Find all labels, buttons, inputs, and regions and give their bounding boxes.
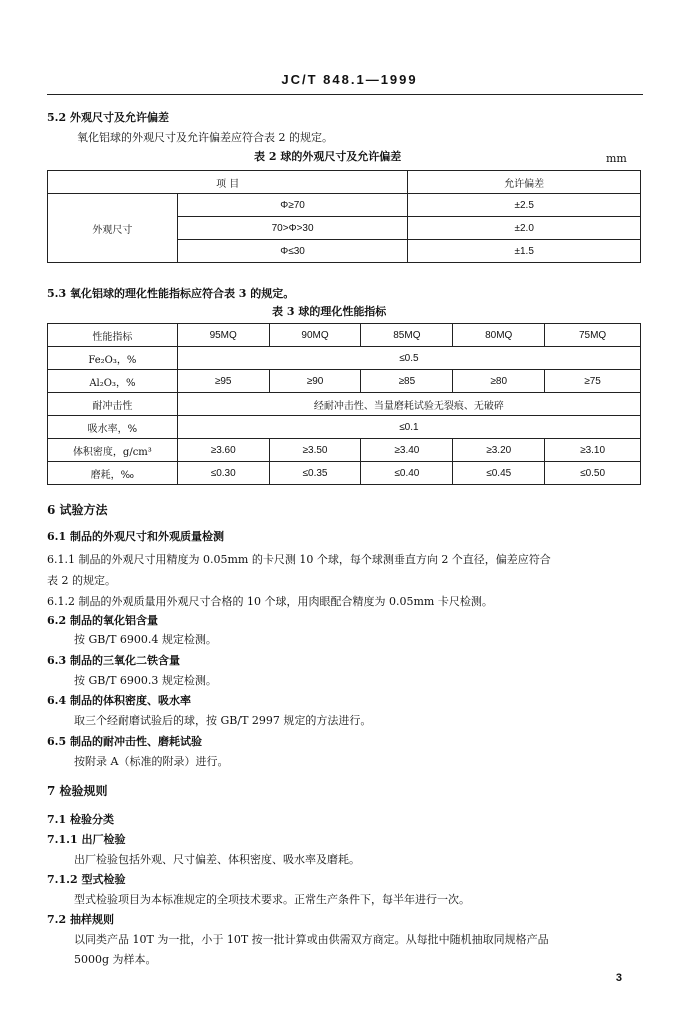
table-row-label: 体积密度，g/cm³ xyxy=(48,439,178,462)
table-header-cell: 75MQ xyxy=(545,324,641,347)
table-row xyxy=(48,324,641,347)
table-cell: ≥3.50 xyxy=(269,439,361,462)
table-cell: ≤0.45 xyxy=(453,462,545,485)
header-rule xyxy=(47,94,643,95)
table-header-cell: 项 目 xyxy=(48,171,408,194)
table-row xyxy=(48,439,641,462)
table-cell: Φ≥70 xyxy=(177,194,408,217)
table-cell: Φ≤30 xyxy=(177,240,408,263)
page-number: 3 xyxy=(615,972,622,984)
table-header-cell: 性能指标 xyxy=(48,324,178,347)
section-6-2-heading: 6.2 制品的氧化铝含量 xyxy=(47,614,158,627)
section-5-2-heading: 5.2 外观尺寸及允许偏差 xyxy=(47,111,169,124)
section-7-1-2-text: 型式检验项目为本标准规定的全项技术要求。正常生产条件下，每半年进行一次。 xyxy=(74,893,470,906)
table-row-label: Al₂O₃，% xyxy=(48,370,178,393)
table-header-cell: 80MQ xyxy=(453,324,545,347)
table-row xyxy=(48,416,641,439)
table-cell: ±2.0 xyxy=(408,217,641,240)
table-cell: ≥80 xyxy=(453,370,545,393)
table-header-cell: 85MQ xyxy=(361,324,453,347)
table-cell: ≥95 xyxy=(177,370,269,393)
section-6-1-heading: 6.1 制品的外观尺寸和外观质量检测 xyxy=(47,530,224,543)
section-7-1-heading: 7.1 检验分类 xyxy=(47,813,114,826)
section-5-3-heading: 5.3 氧化铝球的理化性能指标应符合表 3 的规定。 xyxy=(47,287,295,300)
table-row xyxy=(48,171,641,194)
table-3 xyxy=(47,323,641,485)
table-row-label: 耐冲击性 xyxy=(48,393,178,416)
section-6-2-text: 按 GB/T 6900.4 规定检测。 xyxy=(74,633,217,646)
table-row-label: Fe₂O₃，% xyxy=(48,347,178,370)
section-7-2-text-cont: 5000g 为样本。 xyxy=(74,953,157,966)
table-row xyxy=(48,393,641,416)
section-6-4-heading: 6.4 制品的体积密度、吸水率 xyxy=(47,694,191,707)
table-row-label: 外观尺寸 xyxy=(48,194,178,263)
table-row xyxy=(48,462,641,485)
section-6-3-heading: 6.3 制品的三氧化二铁含量 xyxy=(47,654,180,667)
table-cell: 70>Φ>30 xyxy=(177,217,408,240)
section-7-1-2-heading: 7.1.2 型式检验 xyxy=(47,873,126,886)
section-7-heading: 7 检验规则 xyxy=(47,784,108,798)
table-cell: ≤0.30 xyxy=(177,462,269,485)
table-cell: ≥90 xyxy=(269,370,361,393)
section-7-1-1-text: 出厂检验包括外观、尺寸偏差、体积密度、吸水率及磨耗。 xyxy=(74,853,360,866)
table-3-caption: 表 3 球的理化性能指标 xyxy=(272,305,387,318)
section-6-1-2-text: 6.1.2 制品的外观质量用外观尺寸合格的 10 个球，用肉眼配合精度为 0.05mm 卡尺检测。 xyxy=(47,595,493,608)
table-row xyxy=(48,194,641,217)
table-cell: ≤0.40 xyxy=(361,462,453,485)
table-cell: ±2.5 xyxy=(408,194,641,217)
table-2-caption: 表 2 球的外观尺寸及允许偏差 xyxy=(254,150,402,163)
section-7-1-1-heading: 7.1.1 出厂检验 xyxy=(47,833,126,846)
table-cell: ≥85 xyxy=(361,370,453,393)
table-cell: ≤0.1 xyxy=(177,416,640,439)
table-cell: ≥75 xyxy=(545,370,641,393)
table-header-cell: 90MQ xyxy=(269,324,361,347)
table-cell: ≤0.5 xyxy=(177,347,640,370)
table-header-cell: 允许偏差 xyxy=(408,171,641,194)
table-row xyxy=(48,347,641,370)
table-row xyxy=(48,370,641,393)
section-5-2-text: 氧化铝球的外观尺寸及允许偏差应符合表 2 的规定。 xyxy=(77,131,333,144)
table-cell: ≥3.60 xyxy=(177,439,269,462)
table-cell: ±1.5 xyxy=(408,240,641,263)
table-cell: ≤0.50 xyxy=(545,462,641,485)
table-row-label: 吸水率，% xyxy=(48,416,178,439)
table-cell: 经耐冲击性、当量磨耗试验无裂痕、无破碎 xyxy=(177,393,640,416)
section-7-2-heading: 7.2 抽样规则 xyxy=(47,913,114,926)
table-cell: ≥3.10 xyxy=(545,439,641,462)
section-6-1-1-text-cont: 表 2 的规定。 xyxy=(47,574,116,587)
table-2 xyxy=(47,170,641,263)
section-6-5-text: 按附录 A（标准的附录）进行。 xyxy=(74,755,229,768)
section-6-3-text: 按 GB/T 6900.3 规定检测。 xyxy=(74,674,217,687)
table-2-unit: mm xyxy=(606,152,627,165)
table-cell: ≤0.35 xyxy=(269,462,361,485)
section-7-2-text: 以同类产品 10T 为一批，小于 10T 按一批计算或由供需双方商定。从每批中随机抽取同规格产品 xyxy=(74,933,549,946)
table-cell: ≥3.40 xyxy=(361,439,453,462)
section-6-1-1-text: 6.1.1 制品的外观尺寸用精度为 0.05mm 的卡尺测 10 个球，每个球测垂直方向 2 个直径，偏差应符合 xyxy=(47,553,551,566)
page-header: JC/T 848.1—1999 xyxy=(281,72,418,87)
table-cell: ≥3.20 xyxy=(453,439,545,462)
table-header-cell: 95MQ xyxy=(177,324,269,347)
section-6-4-text: 取三个经耐磨试验后的球，按 GB/T 2997 规定的方法进行。 xyxy=(74,714,372,727)
section-6-5-heading: 6.5 制品的耐冲击性、磨耗试验 xyxy=(47,735,202,748)
section-6-heading: 6 试验方法 xyxy=(47,503,108,517)
table-row-label: 磨耗，‰ xyxy=(48,462,178,485)
